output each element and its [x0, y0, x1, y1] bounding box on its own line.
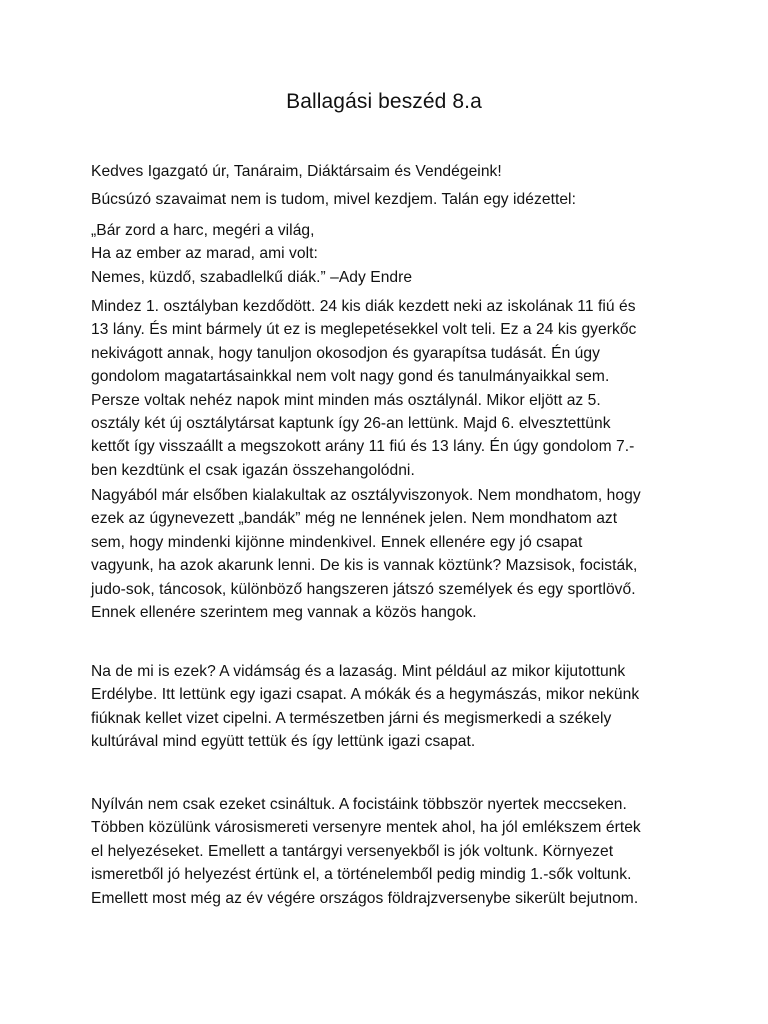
text-line: Többen közülünk városismereti versenyre mentek ahol, ha jól emlékszem értek: [91, 819, 641, 837]
text-line: Persze voltak nehéz napok mint minden más osztálynál. Mikor eljött az 5.: [91, 391, 601, 409]
text-line: Erdélybe. Itt lettünk egy igazi csapat. A mókák és a hegymászás, mikor nekünk: [91, 686, 640, 704]
text-line: ismeretből jó helyezést értünk el, a történelemből pedig mindig 1.-sők voltunk.: [91, 866, 632, 884]
history-paragraph: [91, 295, 691, 482]
text-line: Búcsúzó szavaimat nem is tudom, mivel kezdjem. Talán egy idézettel:: [91, 191, 576, 208]
text-line: Ennek ellenére szerintem meg vannak a közös hangok.: [91, 604, 477, 622]
text-line: „Bár zord a harc, megéri a világ,: [91, 222, 315, 239]
text-line: Emellett most még az év végére országos földrajzversenybe sikerült bejutnom.: [91, 889, 639, 907]
greeting-paragraph: [91, 160, 691, 183]
text-line: Ha az ember az marad, ami volt:: [91, 245, 318, 263]
text-line: Nagyából már elsőben kialakultak az osztályviszonyok. Nem mondhatom, hogy: [91, 487, 641, 504]
text-line: Nemes, küzdő, szabadlelkű diák.” –Ady Endre: [91, 268, 413, 286]
text-line: el helyezéseket. Emellett a tantárgyi versenyekből is jók voltunk. Környezet: [91, 842, 614, 860]
text-line: nekivágott annak, hogy tanuljon okosodjon és gyarapítsa tudását. Én úgy: [91, 344, 600, 362]
text-line: osztály két új osztálytársat kaptunk így 26-an lettünk. Majd 6. elvesztettünk: [91, 415, 611, 433]
text-line: ben kezdtünk el csak igazán összehangolódni.: [91, 461, 415, 479]
relations-paragraph: [91, 484, 691, 624]
text-line: Mindez 1. osztályban kezdődött. 24 kis diák kezdett neki az iskolának 11 fiú és: [91, 298, 636, 315]
text-line: sem, hogy mindenki kijönne mindenkivel. Ennek ellenére egy jó csapat: [91, 533, 583, 551]
text-line: Kedves Igazgató úr, Tanáraim, Diáktársaim és Vendégeink!: [91, 163, 502, 180]
text-line: Na de mi is ezek? A vidámság és a lazaság. Mint például az mikor kijutottunk: [91, 663, 626, 680]
text-line: kettőt így visszaállt a megszokott arány 11 fiú és 13 lány. Én úgy gondolom 7.-: [91, 438, 635, 456]
intro-paragraph: [91, 188, 691, 211]
text-line: gondolom magatartásainkkal nem volt nagy gond és tanulmányaikkal sem.: [91, 368, 610, 386]
page-title: Ballagási beszéd 8.a: [286, 90, 482, 113]
text-line: Nyílván nem csak ezeket csináltuk. A focistáink többször nyertek meccseken.: [91, 796, 627, 813]
quote-paragraph: [91, 219, 691, 289]
transylvania-paragraph: [91, 660, 691, 754]
text-line: kultúrával mind együtt tettük és így lettünk igazi csapat.: [91, 733, 476, 751]
text-line: vagyunk, ha azok akarunk lenni. De kis is vannak köztünk? Mazsisok, focisták,: [91, 557, 638, 575]
achievements-paragraph: [91, 793, 691, 910]
text-line: ezek az úgynevezett „bandák” még ne lennének jelen. Nem mondhatom azt: [91, 510, 618, 528]
text-line: judo-sok, táncosok, különböző hangszeren játszó személyek és egy sportlövő.: [91, 580, 636, 598]
text-line: fiúknak kellet vizet cipelni. A természetben járni és megismerkedi a székely: [91, 709, 612, 727]
text-line: 13 lány. És mint bármely út ez is meglepetésekkel volt teli. Ez a 24 kis gyerkőc: [91, 321, 637, 339]
